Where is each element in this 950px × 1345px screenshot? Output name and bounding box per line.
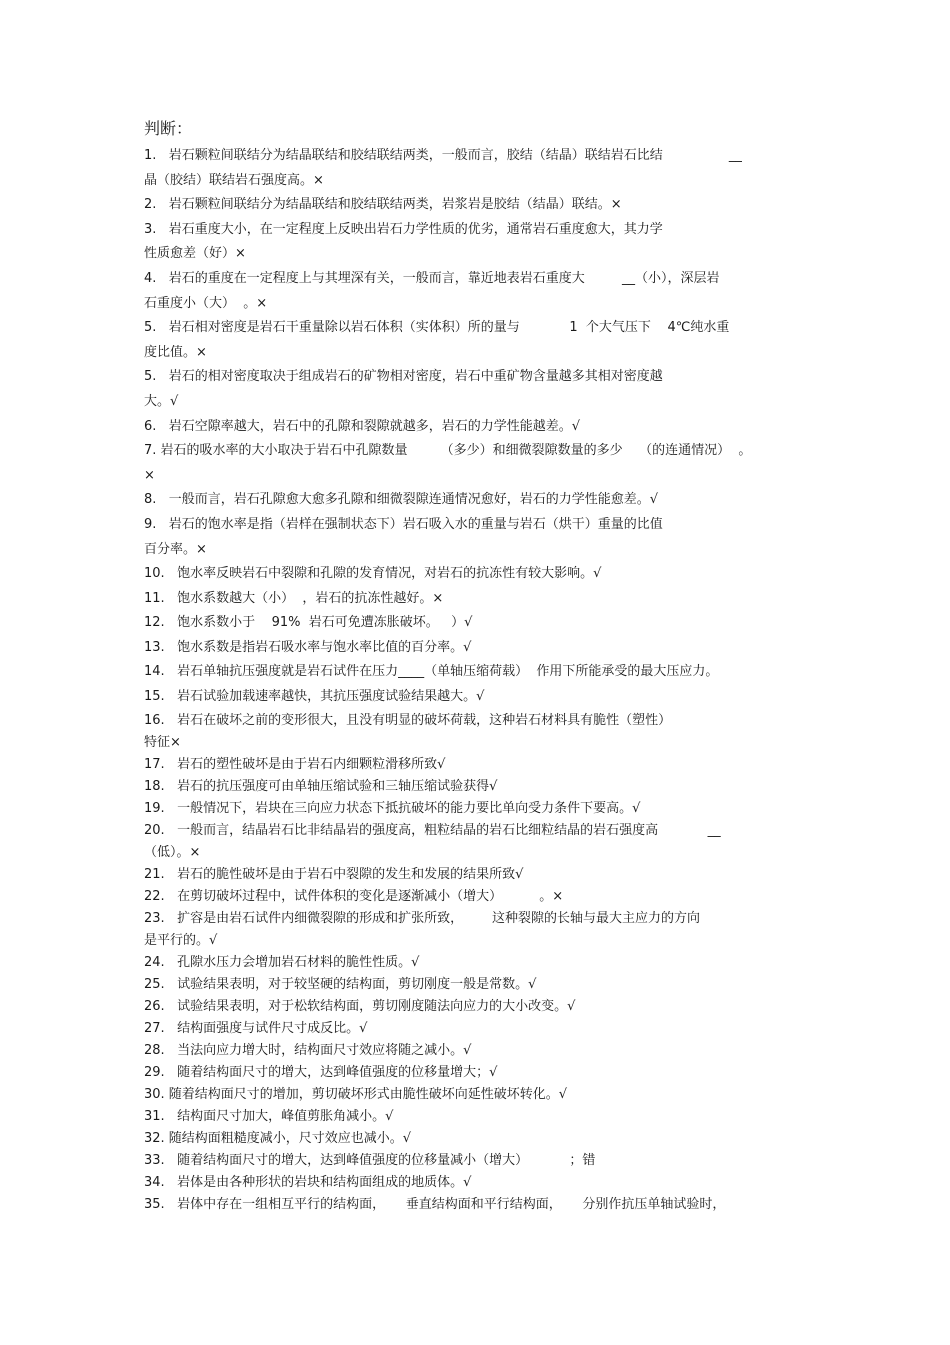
statement-item <box>144 660 809 685</box>
statement-list <box>144 144 809 1216</box>
statement-item <box>144 798 809 820</box>
statement-line: 5. 岩石的相对密度取决于组成岩石的矿物相对密度，岩石中重矿物含量越多其相对密度越 <box>144 369 663 385</box>
statement-item <box>144 1062 809 1084</box>
statement-item <box>144 776 809 798</box>
statement-line: 5. 岩石相对密度是岩石干重量除以岩石体积（实体积）所的量与 1 个大气压下 4℃纯水重 <box>144 320 730 336</box>
statement-item <box>144 513 809 562</box>
statement-line: 特征× <box>144 734 181 750</box>
statement-line: 性质愈差（好）× <box>144 246 246 262</box>
statement-line: 6. 岩石空隙率越大，岩石中的孔隙和裂隙就越多，岩石的力学性能越差。√ <box>144 418 581 434</box>
statement-line: 1. 岩石颗粒间联结分为结晶联结和胶结联结两类，一般而言，胶结（结晶）联结岩石比结 __ <box>144 148 742 163</box>
statement-line: 是平行的。√ <box>144 932 218 948</box>
statement-line: 25. 试验结果表明，对于较坚硬的结构面，剪切刚度一般是常数。√ <box>144 976 537 992</box>
statement-line: 30. 随着结构面尺寸的增加，剪切破坏形式由脆性破坏向延性破坏转化。√ <box>144 1086 568 1102</box>
statement-item <box>144 685 809 710</box>
statement-line: 35. 岩体中存在一组相互平行的结构面， 垂直结构面和平行结构面， 分别作抗压单轴试验时， <box>144 1196 726 1212</box>
statement-item <box>144 864 809 886</box>
statement-line: 23. 扩容是由岩石试件内细微裂隙的形成和扩张所致， 这种裂隙的长轴与最大主应力的方向 <box>144 910 700 926</box>
statement-line: 晶（胶结）联结岩石强度高。× <box>144 172 324 188</box>
statement-line: 15. 岩石试验加载速率越快，其抗压强度试验结果越大。√ <box>144 689 485 705</box>
statement-line: （低）。× <box>144 844 201 860</box>
statement-item <box>144 820 809 864</box>
statement-item <box>144 1128 809 1150</box>
statement-line: 26. 试验结果表明，对于松软结构面，剪切刚度随法向应力的大小改变。√ <box>144 998 576 1014</box>
statement-line: 17. 岩石的塑性破坏是由于岩石内细颗粒滑移所致√ <box>144 756 446 772</box>
statement-line: 石重度小（大） 。× <box>144 295 268 311</box>
statement-item <box>144 488 809 513</box>
statement-line: 29. 随着结构面尺寸的增大，达到峰值强度的位移量增大；√ <box>144 1064 498 1080</box>
statement-item <box>144 562 809 587</box>
statement-line: 20. 一般而言，结晶岩石比非结晶岩的强度高，粗粒结晶的岩石比细粒结晶的岩石强度高 __ <box>144 822 721 838</box>
statement-line: 7. 岩石的吸水率的大小取决于岩石中孔隙数量 （多少）和细微裂隙数量的多少 （的连通情况） 。 <box>144 443 752 459</box>
statement-item <box>144 710 809 754</box>
statement-line: 32. 随结构面粗糙度减小，尺寸效应也减小。√ <box>144 1130 412 1146</box>
statement-item <box>144 316 809 365</box>
statement-item <box>144 415 809 440</box>
statement-line: 4. 岩石的重度在一定程度上与其埋深有关，一般而言，靠近地表岩石重度大 __（小），深层岩 <box>144 270 720 286</box>
statement-item <box>144 1018 809 1040</box>
statement-line: 13. 饱水系数是指岩石吸水率与饱水率比值的百分率。√ <box>144 639 472 655</box>
statement-line: 27. 结构面强度与试件尺寸成反比。√ <box>144 1020 368 1036</box>
statement-item <box>144 218 809 267</box>
statement-item <box>144 974 809 996</box>
statement-item <box>144 193 809 218</box>
statement-line: 百分率。× <box>144 541 207 557</box>
statement-line: 22. 在剪切破坏过程中，试件体积的变化是逐渐减小（增大） 。× <box>144 888 564 904</box>
statement-item <box>144 908 809 952</box>
statement-line: 8. 一般而言，岩石孔隙愈大愈多孔隙和细微裂隙连通情况愈好，岩石的力学性能愈差。√ <box>144 492 659 508</box>
statement-item <box>144 267 809 316</box>
statement-item <box>144 1194 809 1216</box>
statement-item <box>144 1106 809 1128</box>
statement-line: 10. 饱水率反映岩石中裂隙和孔隙的发育情况，对岩石的抗冻性有较大影响。√ <box>144 566 602 582</box>
statement-item <box>144 952 809 974</box>
statement-item <box>144 1084 809 1106</box>
statement-item <box>144 1150 809 1172</box>
statement-line: 34. 岩体是由各种形状的岩块和结构面组成的地质体。√ <box>144 1174 472 1190</box>
statement-item <box>144 1040 809 1062</box>
statement-line: 度比值。× <box>144 344 207 360</box>
statement-line: 24. 孔隙水压力会增加岩石材料的脆性性质。√ <box>144 954 420 970</box>
statement-item <box>144 587 809 612</box>
statement-line: 2. 岩石颗粒间联结分为结晶联结和胶结联结两类，岩浆岩是胶结（结晶）联结。× <box>144 197 622 213</box>
statement-line: 11. 饱水系数越大（小） ，岩石的抗冻性越好。× <box>144 590 444 606</box>
statement-line: × <box>144 467 155 483</box>
statement-item <box>144 996 809 1018</box>
statement-item <box>144 636 809 661</box>
statement-item <box>144 1172 809 1194</box>
section-heading: 判断： <box>144 119 193 138</box>
statement-item <box>144 144 809 193</box>
statement-item <box>144 754 809 776</box>
statement-line: 28. 当法向应力增大时，结构面尺寸效应将随之减小。√ <box>144 1042 472 1058</box>
statement-line: 大。√ <box>144 393 179 409</box>
statement-line: 33. 随着结构面尺寸的增大，达到峰值强度的位移量减小（增大） ；错 <box>144 1152 596 1168</box>
statement-line: 21. 岩石的脆性破坏是由于岩石中裂隙的发生和发展的结果所致√ <box>144 866 524 882</box>
statement-line: 3. 岩石重度大小，在一定程度上反映出岩石力学性质的优劣，通常岩石重度愈大，其力学 <box>144 221 663 237</box>
statement-line: 31. 结构面尺寸加大，峰值剪胀角减小。√ <box>144 1108 394 1124</box>
statement-line: 14. 岩石单轴抗压强度就是岩石试件在压力____（单轴压缩荷载） 作用下所能承受的最大压应力。 <box>144 664 719 680</box>
statement-line: 16. 岩石在破坏之前的变形很大，且没有明显的破坏荷载，这种岩石材料具有脆性（塑性） <box>144 712 672 728</box>
statement-line: 18. 岩石的抗压强度可由单轴压缩试验和三轴压缩试验获得√ <box>144 778 498 794</box>
statement-line: 12. 饱水系数小于 91% 岩石可免遭冻胀破坏。 ）√ <box>144 615 473 631</box>
statement-item <box>144 886 809 908</box>
statement-item <box>144 439 809 488</box>
statement-item <box>144 365 809 414</box>
statement-line: 19. 一般情况下，岩块在三向应力状态下抵抗破坏的能力要比单向受力条件下要高。√ <box>144 800 641 816</box>
statement-line: 9. 岩石的饱水率是指（岩样在强制状态下）岩石吸入水的重量与岩石（烘干）重量的比值 <box>144 516 663 532</box>
statement-item <box>144 611 809 636</box>
